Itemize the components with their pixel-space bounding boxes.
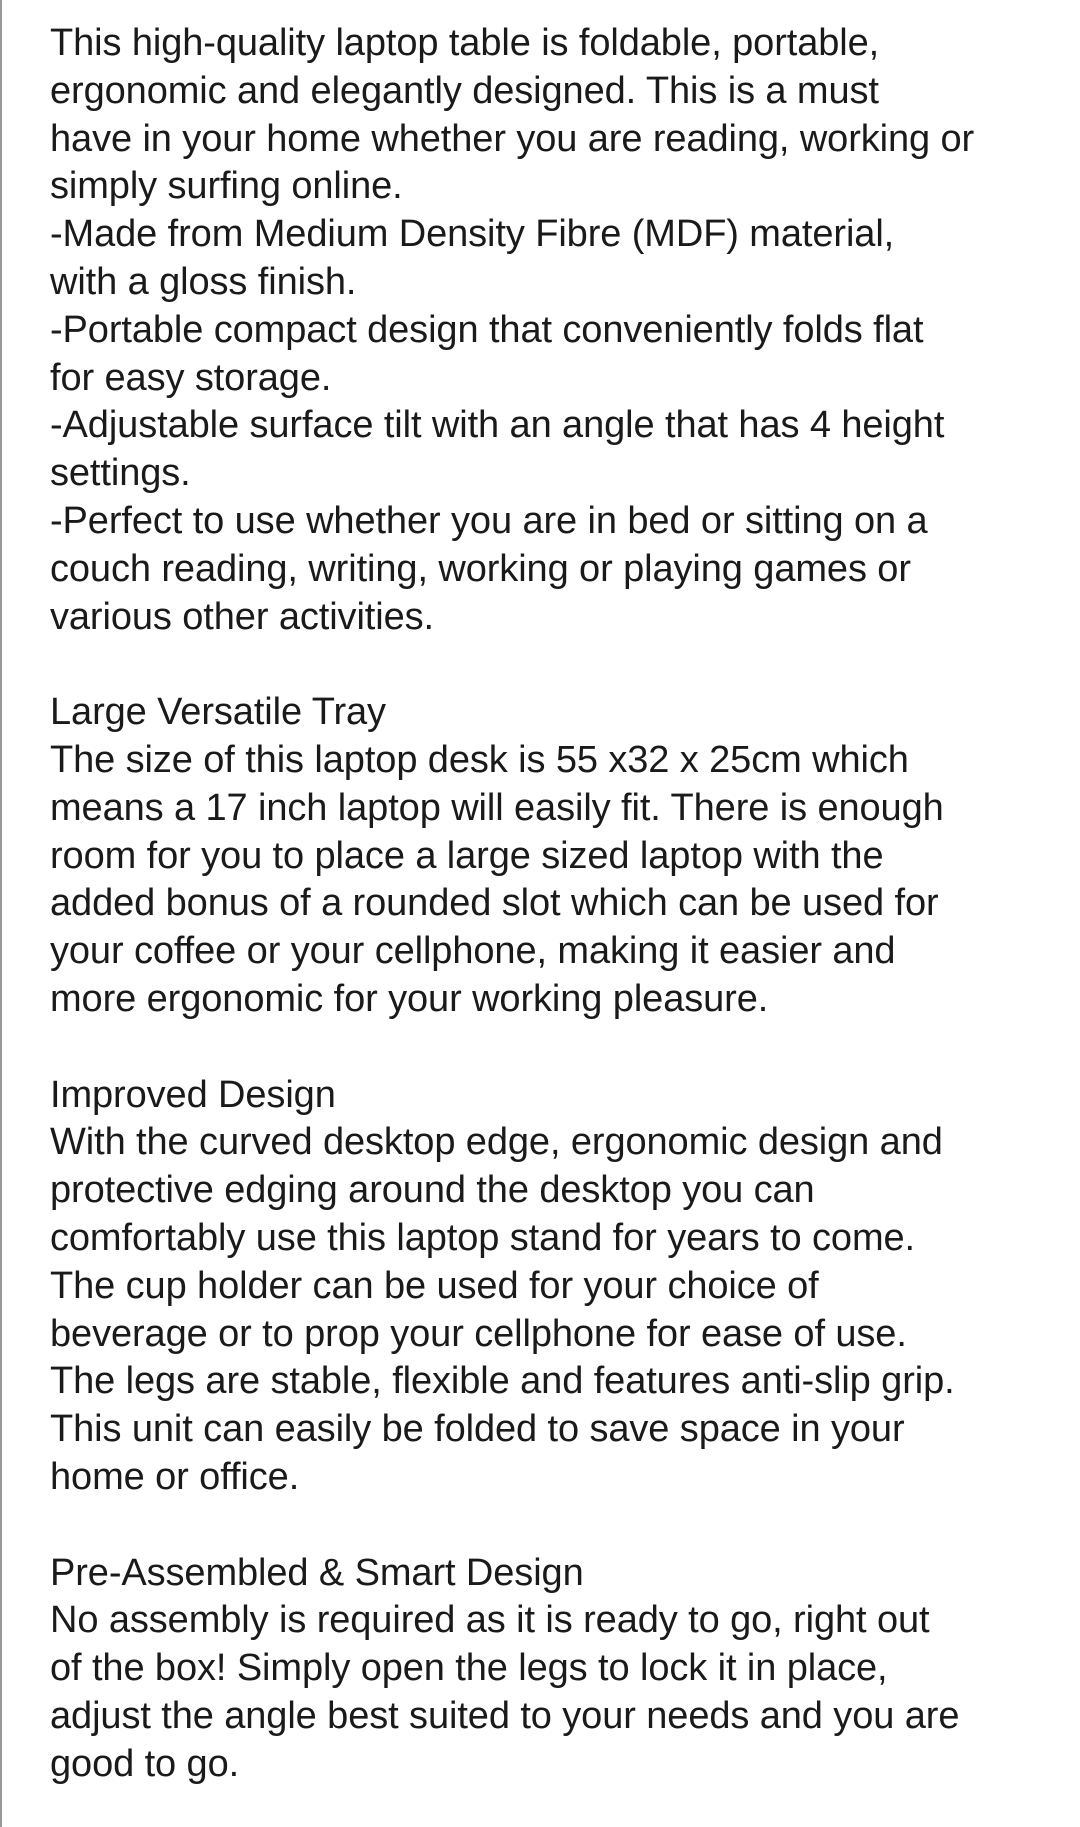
feature-line: various other activities. xyxy=(50,595,434,638)
feature-line: for easy storage. xyxy=(50,356,332,399)
section-line: means a 17 inch laptop will easily fit. There is enough xyxy=(50,786,944,829)
section-line: No assembly is required as it is ready to go, right out xyxy=(50,1599,930,1642)
section-pre-assembled-smart-design xyxy=(50,1550,1070,1789)
section-line: protective edging around the desktop you can xyxy=(50,1169,815,1212)
feature-line: -Portable compact design that conveniently folds flat xyxy=(50,308,924,351)
feature-line: settings. xyxy=(50,452,191,495)
section-line: good to go. xyxy=(50,1742,240,1785)
section-line: The legs are stable, flexible and features anti-slip grip. xyxy=(50,1360,955,1403)
product-description xyxy=(50,20,1070,1788)
section-line: your coffee or your cellphone, making it easier and xyxy=(50,930,896,973)
section-line: beverage or to prop your cellphone for ease of use. xyxy=(50,1312,907,1355)
intro-line: ergonomic and elegantly designed. This is a must xyxy=(50,69,879,112)
feature-line: -Adjustable surface tilt with an angle that has 4 height xyxy=(50,404,945,447)
feature-line: with a gloss finish. xyxy=(50,260,357,303)
section-heading: Pre-Assembled & Smart Design xyxy=(50,1551,584,1594)
feature-line: -Perfect to use whether you are in bed or sitting on a xyxy=(50,499,928,542)
feature-line: -Made from Medium Density Fibre (MDF) material, xyxy=(50,213,895,256)
section-line: of the box! Simply open the legs to lock it in place, xyxy=(50,1647,888,1690)
section-improved-design xyxy=(50,1072,1070,1502)
intro-block xyxy=(50,20,1070,641)
section-large-versatile-tray xyxy=(50,689,1070,1024)
intro-line: This high-quality laptop table is foldable, portable, xyxy=(50,22,880,64)
section-line: With the curved desktop edge, ergonomic design and xyxy=(50,1121,943,1164)
section-line: home or office. xyxy=(50,1455,300,1498)
section-line: comfortably use this laptop stand for years to come. xyxy=(50,1216,915,1259)
section-line: The cup holder can be used for your choice of xyxy=(50,1264,819,1307)
paragraph-spacer xyxy=(50,1502,1070,1550)
section-line: The size of this laptop desk is 55 x32 x 25cm which xyxy=(50,738,909,781)
paragraph-spacer xyxy=(50,1024,1070,1072)
section-heading: Improved Design xyxy=(50,1073,336,1116)
paragraph-spacer xyxy=(50,641,1070,689)
section-line: room for you to place a large sized laptop with the xyxy=(50,834,884,877)
section-heading: Large Versatile Tray xyxy=(50,691,386,734)
section-line: adjust the angle best suited to your needs and you are xyxy=(50,1694,960,1737)
intro-line: simply surfing online. xyxy=(50,165,403,208)
feature-line: couch reading, writing, working or playing games or xyxy=(50,547,911,590)
section-line: added bonus of a rounded slot which can be used for xyxy=(50,882,939,925)
section-line: This unit can easily be folded to save space in your xyxy=(50,1408,905,1451)
section-line: more ergonomic for your working pleasure. xyxy=(50,977,769,1020)
intro-line: have in your home whether you are reading, working or xyxy=(50,117,975,160)
